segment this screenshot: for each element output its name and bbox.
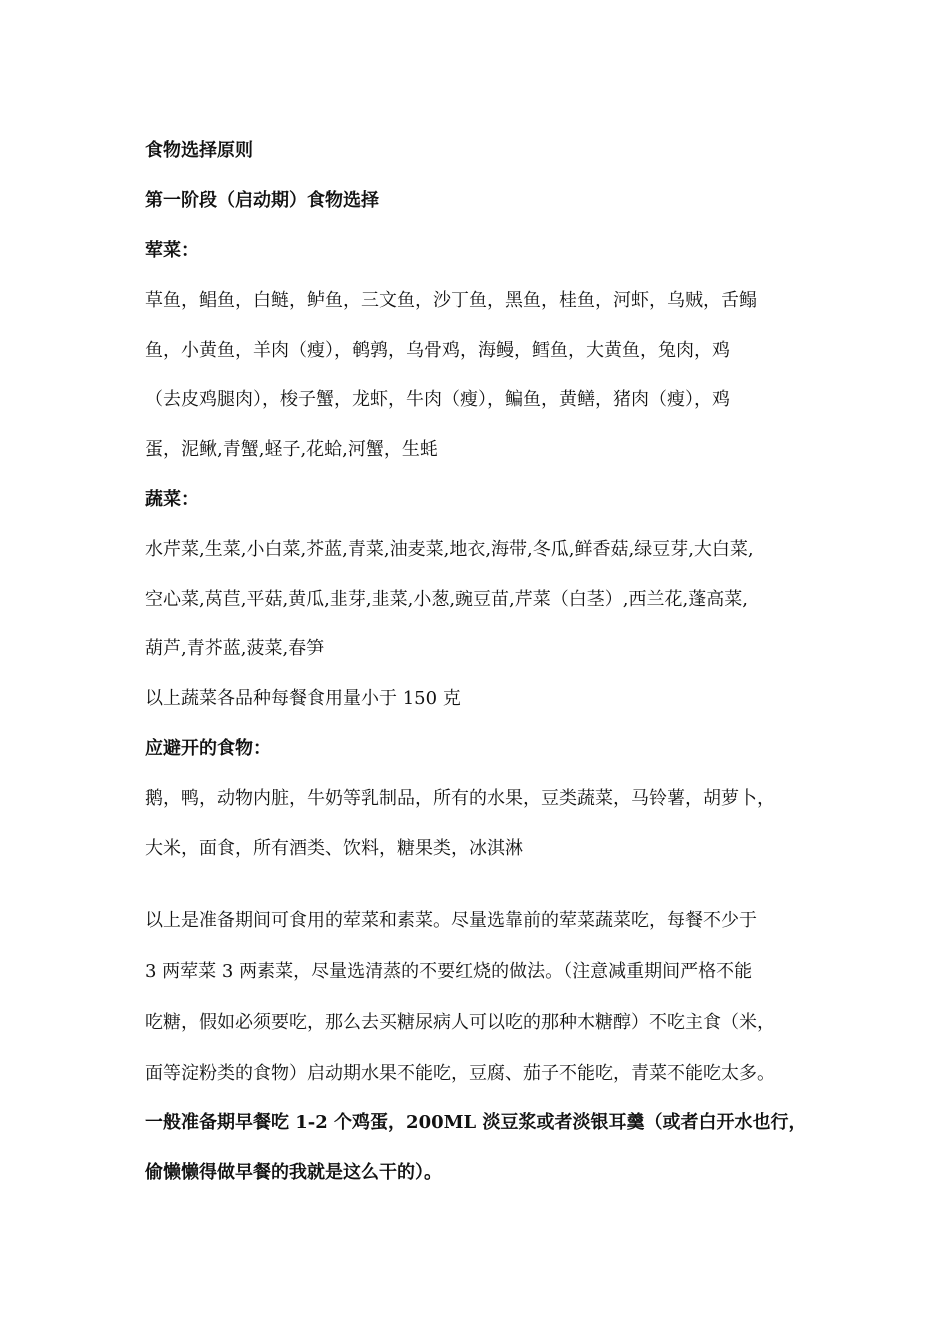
meat-line: 草鱼，鲳鱼，白鲢，鲈鱼，三文鱼，沙丁鱼，黑鱼，桂鱼，河虾，乌贼，舌鳎	[145, 290, 757, 311]
breakfast-note-line: 一般准备期早餐吃 1-2 个鸡蛋，200ML 淡豆浆或者淡银耳羹（或者白开水也行，	[145, 1112, 807, 1133]
document-title: 食物选择原则	[145, 140, 253, 161]
summary-line: 面等淀粉类的食物）启动期水果不能吃，豆腐、茄子不能吃，青菜不能吃太多。	[145, 1063, 775, 1084]
meat-heading: 荤菜：	[145, 240, 199, 261]
vegetables-heading: 蔬菜：	[145, 489, 199, 510]
phase-heading: 第一阶段（启动期）食物选择	[145, 190, 379, 211]
avoid-line: 鹅，鸭，动物内脏，牛奶等乳制品，所有的水果，豆类蔬菜，马铃薯，胡萝卜，	[145, 788, 775, 809]
summary-line: 3 两荤菜 3 两素菜，尽量选清蒸的不要红烧的做法。（注意减重期间严格不能	[145, 961, 753, 982]
breakfast-note-line: 偷懒懒得做早餐的我就是这么干的）。	[145, 1162, 442, 1183]
meat-line: 蛋，泥鳅,青蟹,蛏子,花蛤,河蟹，生蚝	[145, 439, 438, 460]
meat-line: （去皮鸡腿肉），梭子蟹，龙虾，牛肉（瘦），鳊鱼，黄鳝，猪肉（瘦），鸡	[145, 389, 730, 410]
avoid-line: 大米，面食，所有酒类、饮料，糖果类，冰淇淋	[145, 838, 523, 859]
vegetables-line: 空心菜,莴苣,平菇,黄瓜,韭芽,韭菜,小葱,豌豆苗,芹菜（白茎）,西兰花,蓬高菜,	[145, 589, 748, 610]
vegetables-line: 葫芦,青芥蓝,菠菜,春笋	[145, 638, 325, 659]
avoid-heading: 应避开的食物：	[145, 738, 271, 759]
vegetables-line: 水芹菜,生菜,小白菜,芥蓝,青菜,油麦菜,地衣,海带,冬瓜,鲜香菇,绿豆芽,大白菜,	[145, 539, 754, 560]
meat-line: 鱼，小黄鱼，羊肉（瘦），鹌鹑，乌骨鸡，海鳗，鳕鱼，大黄鱼，兔肉，鸡	[145, 340, 730, 361]
vegetables-note: 以上蔬菜各品种每餐食用量小于 150 克	[145, 688, 461, 709]
summary-line: 吃糖，假如必须要吃，那么去买糖尿病人可以吃的那种木糖醇）不吃主食（米，	[145, 1012, 775, 1033]
summary-line: 以上是准备期间可食用的荤菜和素菜。尽量选靠前的荤菜蔬菜吃，每餐不少于	[145, 910, 757, 931]
